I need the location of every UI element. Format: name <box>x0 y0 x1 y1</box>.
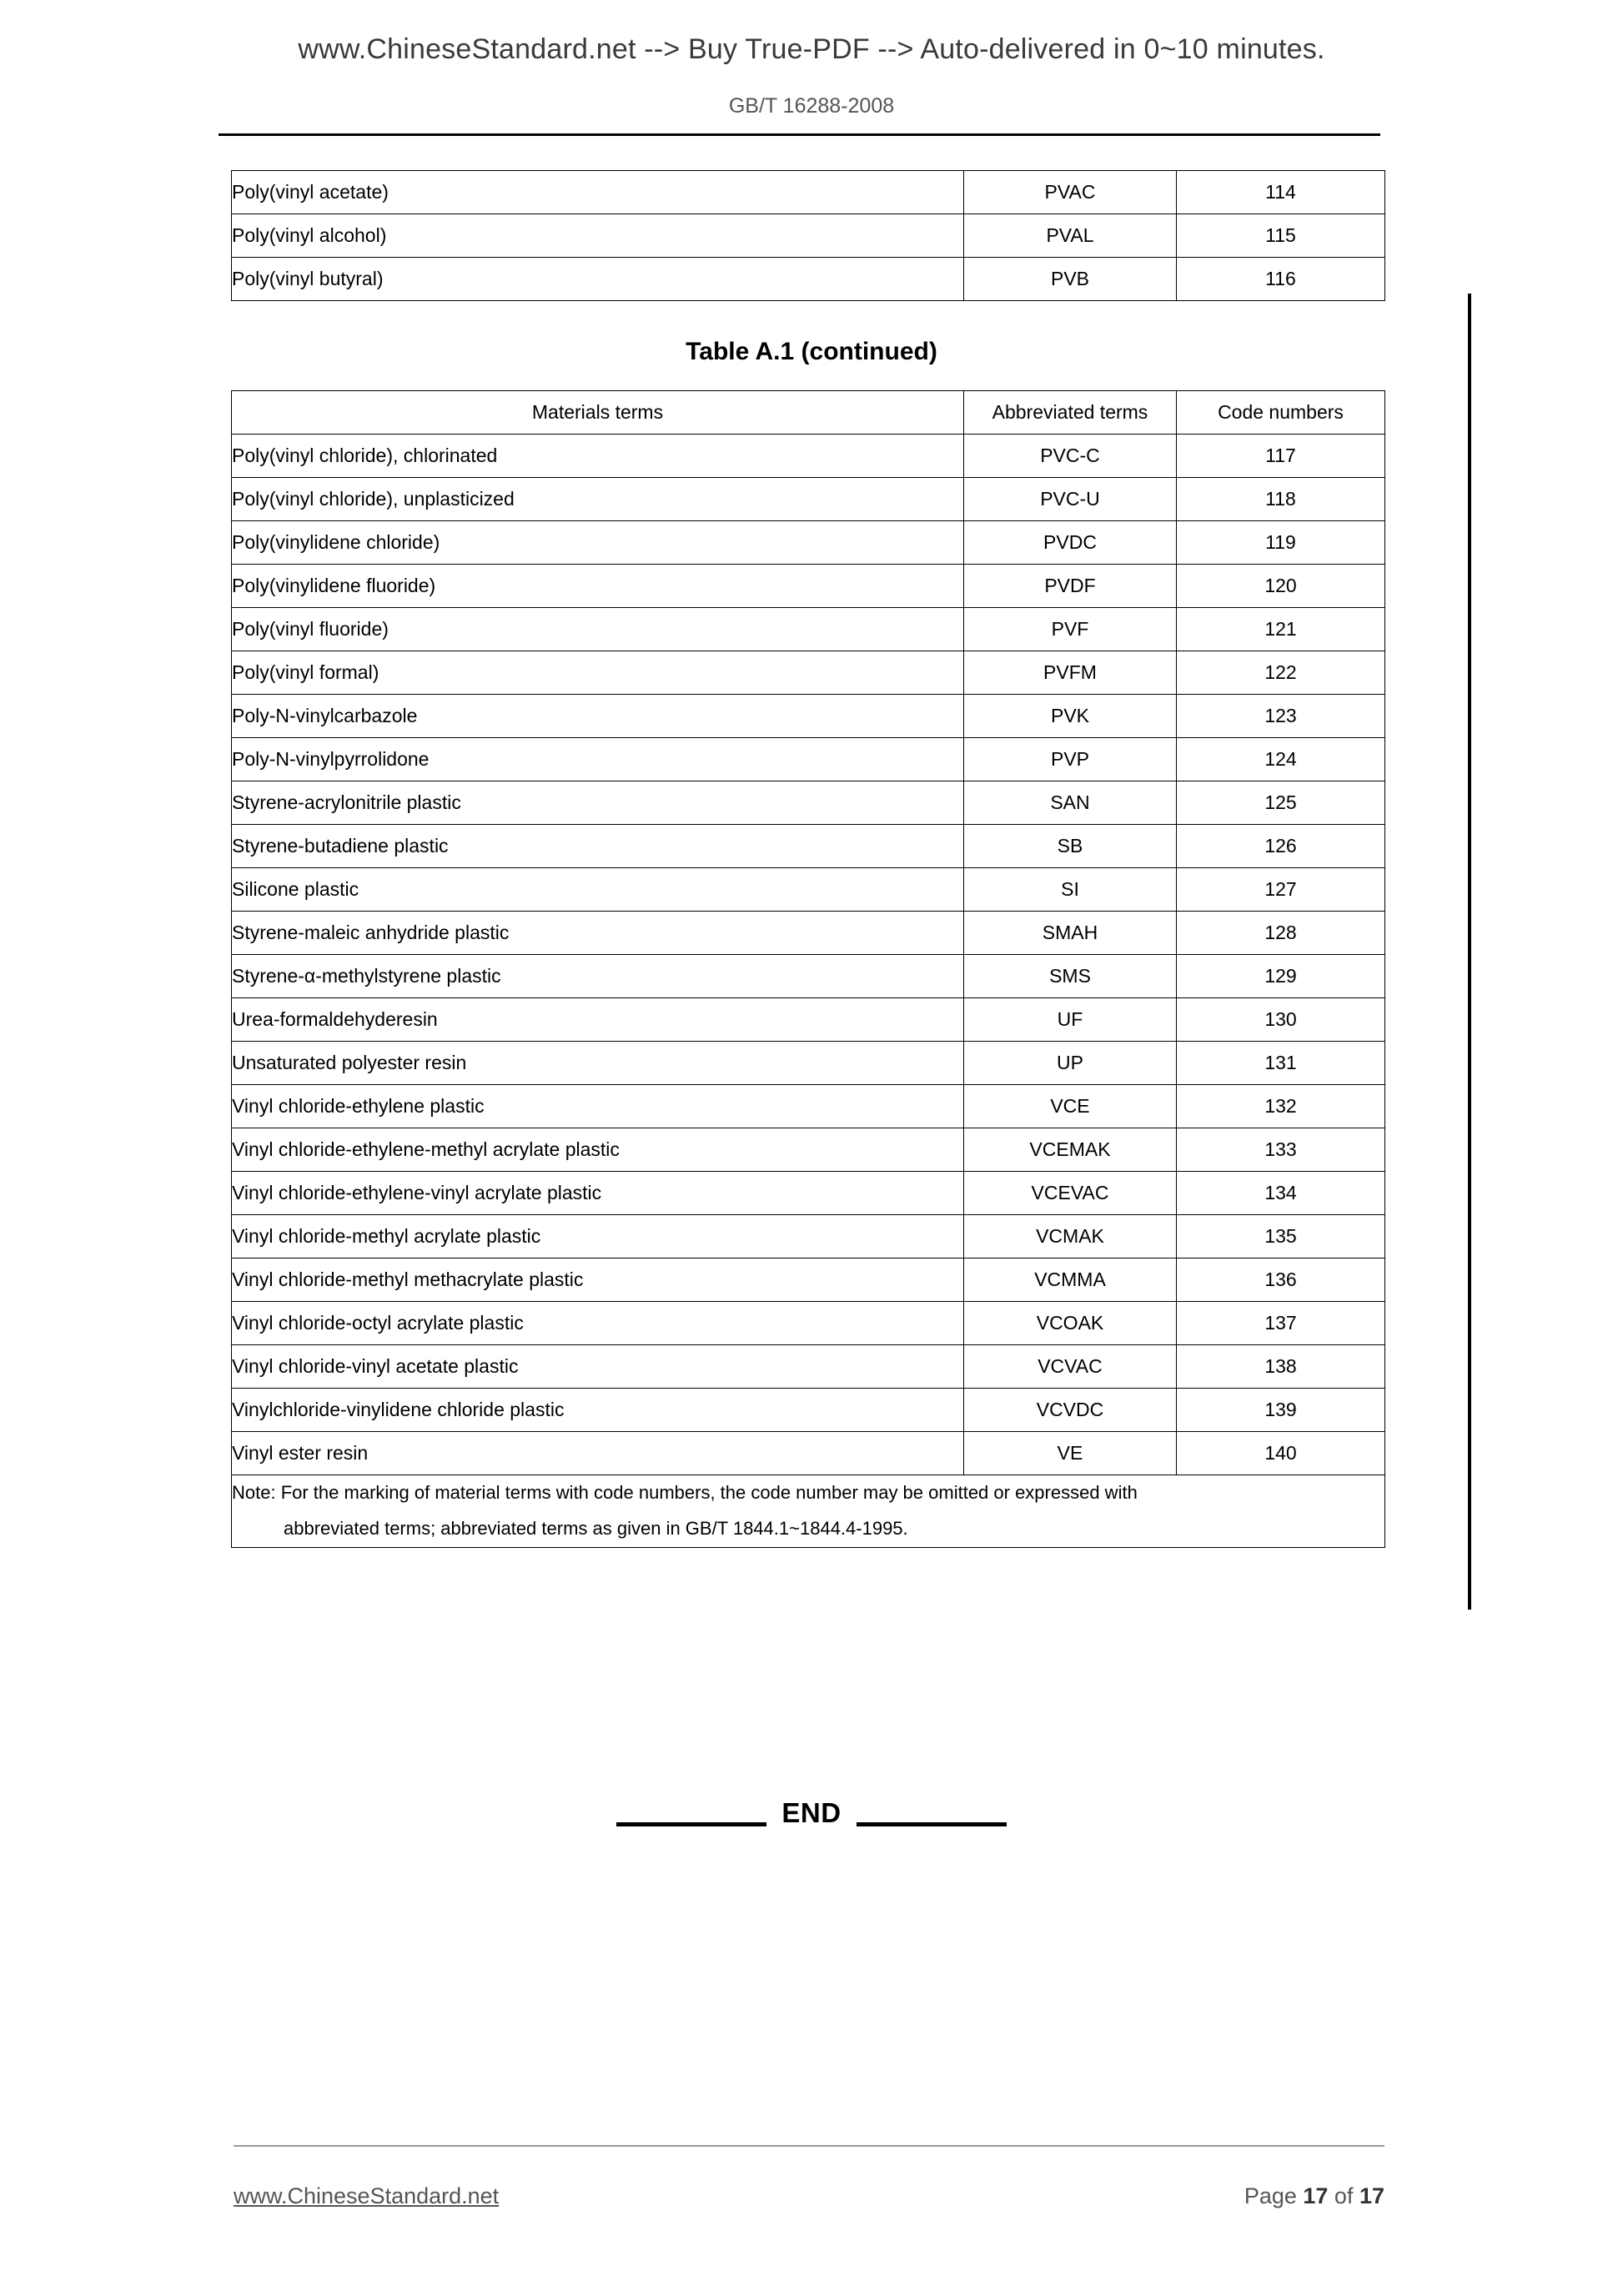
cell-material-term: Poly(vinylidene chloride) <box>232 521 964 565</box>
cell-code-number: 138 <box>1177 1345 1385 1389</box>
table-top-body <box>232 171 1385 301</box>
table-row <box>232 781 1385 825</box>
table-row <box>232 1432 1385 1475</box>
page-footer <box>234 2183 1384 2209</box>
cell-code-number: 116 <box>1177 258 1385 301</box>
column-header-materials-terms: Materials terms <box>232 391 964 435</box>
cell-code-number: 140 <box>1177 1432 1385 1475</box>
table-row <box>232 1389 1385 1432</box>
cell-material-term: Vinyl chloride-ethylene-methyl acrylate plastic <box>232 1128 964 1172</box>
cell-material-term: Poly-N-vinylpyrrolidone <box>232 738 964 781</box>
table-row <box>232 955 1385 998</box>
table-main-head <box>232 391 1385 435</box>
cell-abbreviated-term: PVAL <box>964 214 1177 258</box>
cell-abbreviated-term: VCMAK <box>964 1215 1177 1259</box>
cell-code-number: 124 <box>1177 738 1385 781</box>
cell-code-number: 117 <box>1177 435 1385 478</box>
cell-material-term: Urea-formaldehyderesin <box>232 998 964 1042</box>
cell-code-number: 119 <box>1177 521 1385 565</box>
cell-material-term: Poly(vinyl chloride), unplasticized <box>232 478 964 521</box>
table-row <box>232 825 1385 868</box>
cell-code-number: 139 <box>1177 1389 1385 1432</box>
table-row <box>232 998 1385 1042</box>
table-row <box>232 478 1385 521</box>
cell-code-number: 120 <box>1177 565 1385 608</box>
header-divider-rule <box>219 133 1380 136</box>
footer-divider-rule <box>234 2145 1384 2147</box>
table-row <box>232 214 1385 258</box>
cell-abbreviated-term: UP <box>964 1042 1177 1085</box>
cell-code-number: 130 <box>1177 998 1385 1042</box>
cell-material-term: Vinyl chloride-methyl acrylate plastic <box>232 1215 964 1259</box>
cell-code-number: 136 <box>1177 1259 1385 1302</box>
cell-code-number: 126 <box>1177 825 1385 868</box>
cell-material-term: Vinyl chloride-methyl methacrylate plastic <box>232 1259 964 1302</box>
cell-code-number: 118 <box>1177 478 1385 521</box>
cell-abbreviated-term: PVC-U <box>964 478 1177 521</box>
cell-abbreviated-term: PVB <box>964 258 1177 301</box>
cell-material-term: Poly(vinyl formal) <box>232 651 964 695</box>
cell-code-number: 114 <box>1177 171 1385 214</box>
cell-code-number: 122 <box>1177 651 1385 695</box>
column-header-code-numbers: Code numbers <box>1177 391 1385 435</box>
footer-page-total: 17 <box>1359 2183 1384 2208</box>
end-label: END <box>781 1797 842 1828</box>
cell-abbreviated-term: SMAH <box>964 912 1177 955</box>
table-continuation-top <box>231 170 1385 301</box>
cell-code-number: 133 <box>1177 1128 1385 1172</box>
table-row <box>232 738 1385 781</box>
table-row <box>232 1215 1385 1259</box>
table-row <box>232 1345 1385 1389</box>
footer-page-number <box>1244 2183 1384 2209</box>
table-row <box>232 608 1385 651</box>
cell-abbreviated-term: SI <box>964 868 1177 912</box>
table-note-line-2: abbreviated terms; abbreviated terms as given in GB/T 1844.1~1844.4-1995. <box>284 1517 908 1539</box>
cell-material-term: Poly(vinylidene fluoride) <box>232 565 964 608</box>
table-continuation-main <box>231 390 1385 1548</box>
table-note-row <box>232 1475 1385 1548</box>
cell-code-number: 129 <box>1177 955 1385 998</box>
cell-material-term: Poly-N-vinylcarbazole <box>232 695 964 738</box>
table-row <box>232 1259 1385 1302</box>
cell-abbreviated-term: PVC-C <box>964 435 1177 478</box>
table-row <box>232 1302 1385 1345</box>
cell-code-number: 137 <box>1177 1302 1385 1345</box>
document-standard-code: GB/T 16288-2008 <box>728 94 895 118</box>
cell-code-number: 125 <box>1177 781 1385 825</box>
cell-abbreviated-term: PVFM <box>964 651 1177 695</box>
table-row <box>232 435 1385 478</box>
cell-code-number: 128 <box>1177 912 1385 955</box>
footer-page-mid: of <box>1328 2183 1359 2208</box>
cell-material-term: Styrene-acrylonitrile plastic <box>232 781 964 825</box>
cell-abbreviated-term: PVAC <box>964 171 1177 214</box>
table-row <box>232 171 1385 214</box>
cell-material-term: Unsaturated polyester resin <box>232 1042 964 1085</box>
cell-material-term: Styrene-butadiene plastic <box>232 825 964 868</box>
cell-abbreviated-term: UF <box>964 998 1177 1042</box>
cell-material-term: Poly(vinyl butyral) <box>232 258 964 301</box>
cell-abbreviated-term: VCOAK <box>964 1302 1177 1345</box>
cell-material-term: Silicone plastic <box>232 868 964 912</box>
table-main-body <box>232 435 1385 1475</box>
cell-code-number: 127 <box>1177 868 1385 912</box>
cell-abbreviated-term: PVP <box>964 738 1177 781</box>
table-header-row <box>232 391 1385 435</box>
table-caption: Table A.1 (continued) <box>686 338 937 365</box>
cell-material-term: Vinyl chloride-ethylene-vinyl acrylate plastic <box>232 1172 964 1215</box>
table-note <box>232 1475 1385 1548</box>
cell-code-number: 134 <box>1177 1172 1385 1215</box>
column-header-abbreviated-terms: Abbreviated terms <box>964 391 1177 435</box>
end-of-document-marker <box>0 1797 1623 1829</box>
cell-material-term: Vinylchloride-vinylidene chloride plastic <box>232 1389 964 1432</box>
table-row <box>232 1128 1385 1172</box>
cell-material-term: Vinyl ester resin <box>232 1432 964 1475</box>
cell-abbreviated-term: PVF <box>964 608 1177 651</box>
cell-material-term: Poly(vinyl alcohol) <box>232 214 964 258</box>
cell-abbreviated-term: VCMMA <box>964 1259 1177 1302</box>
cell-material-term: Vinyl chloride-vinyl acetate plastic <box>232 1345 964 1389</box>
cell-material-term: Vinyl chloride-octyl acrylate plastic <box>232 1302 964 1345</box>
table-row <box>232 912 1385 955</box>
cell-abbreviated-term: VCVDC <box>964 1389 1177 1432</box>
cell-material-term: Styrene-maleic anhydride plastic <box>232 912 964 955</box>
table-row <box>232 258 1385 301</box>
cell-abbreviated-term: VE <box>964 1432 1177 1475</box>
footer-page-prefix: Page <box>1244 2183 1304 2208</box>
table-row <box>232 695 1385 738</box>
cell-code-number: 131 <box>1177 1042 1385 1085</box>
right-margin-change-bar <box>1468 294 1471 1610</box>
cell-abbreviated-term: PVK <box>964 695 1177 738</box>
table-row <box>232 521 1385 565</box>
table-row <box>232 1042 1385 1085</box>
cell-abbreviated-term: PVDF <box>964 565 1177 608</box>
cell-abbreviated-term: VCVAC <box>964 1345 1177 1389</box>
table-row <box>232 868 1385 912</box>
end-rule-left <box>616 1822 766 1826</box>
cell-abbreviated-term: VCEMAK <box>964 1128 1177 1172</box>
table-row <box>232 1172 1385 1215</box>
cell-material-term: Styrene-α-methylstyrene plastic <box>232 955 964 998</box>
cell-code-number: 115 <box>1177 214 1385 258</box>
table-note-line-1: Note: For the marking of material terms with code numbers, the code number may be omitted or expressed with <box>232 1482 1138 1503</box>
cell-abbreviated-term: PVDC <box>964 521 1177 565</box>
table-main-foot <box>232 1475 1385 1548</box>
cell-abbreviated-term: SB <box>964 825 1177 868</box>
table-row <box>232 565 1385 608</box>
cell-material-term: Poly(vinyl chloride), chlorinated <box>232 435 964 478</box>
cell-abbreviated-term: VCE <box>964 1085 1177 1128</box>
cell-abbreviated-term: SAN <box>964 781 1177 825</box>
cell-code-number: 132 <box>1177 1085 1385 1128</box>
cell-abbreviated-term: SMS <box>964 955 1177 998</box>
cell-material-term: Poly(vinyl acetate) <box>232 171 964 214</box>
cell-code-number: 123 <box>1177 695 1385 738</box>
cell-material-term: Vinyl chloride-ethylene plastic <box>232 1085 964 1128</box>
end-rule-right <box>857 1822 1007 1826</box>
footer-website-link[interactable]: www.ChineseStandard.net <box>234 2183 500 2208</box>
footer-page-current: 17 <box>1303 2183 1329 2208</box>
cell-code-number: 121 <box>1177 608 1385 651</box>
promo-header-text: www.ChineseStandard.net --> Buy True-PDF --> Auto-delivered in 0~10 minutes. <box>298 33 1325 65</box>
table-row <box>232 1085 1385 1128</box>
cell-material-term: Poly(vinyl fluoride) <box>232 608 964 651</box>
cell-code-number: 135 <box>1177 1215 1385 1259</box>
cell-abbreviated-term: VCEVAC <box>964 1172 1177 1215</box>
table-row <box>232 651 1385 695</box>
